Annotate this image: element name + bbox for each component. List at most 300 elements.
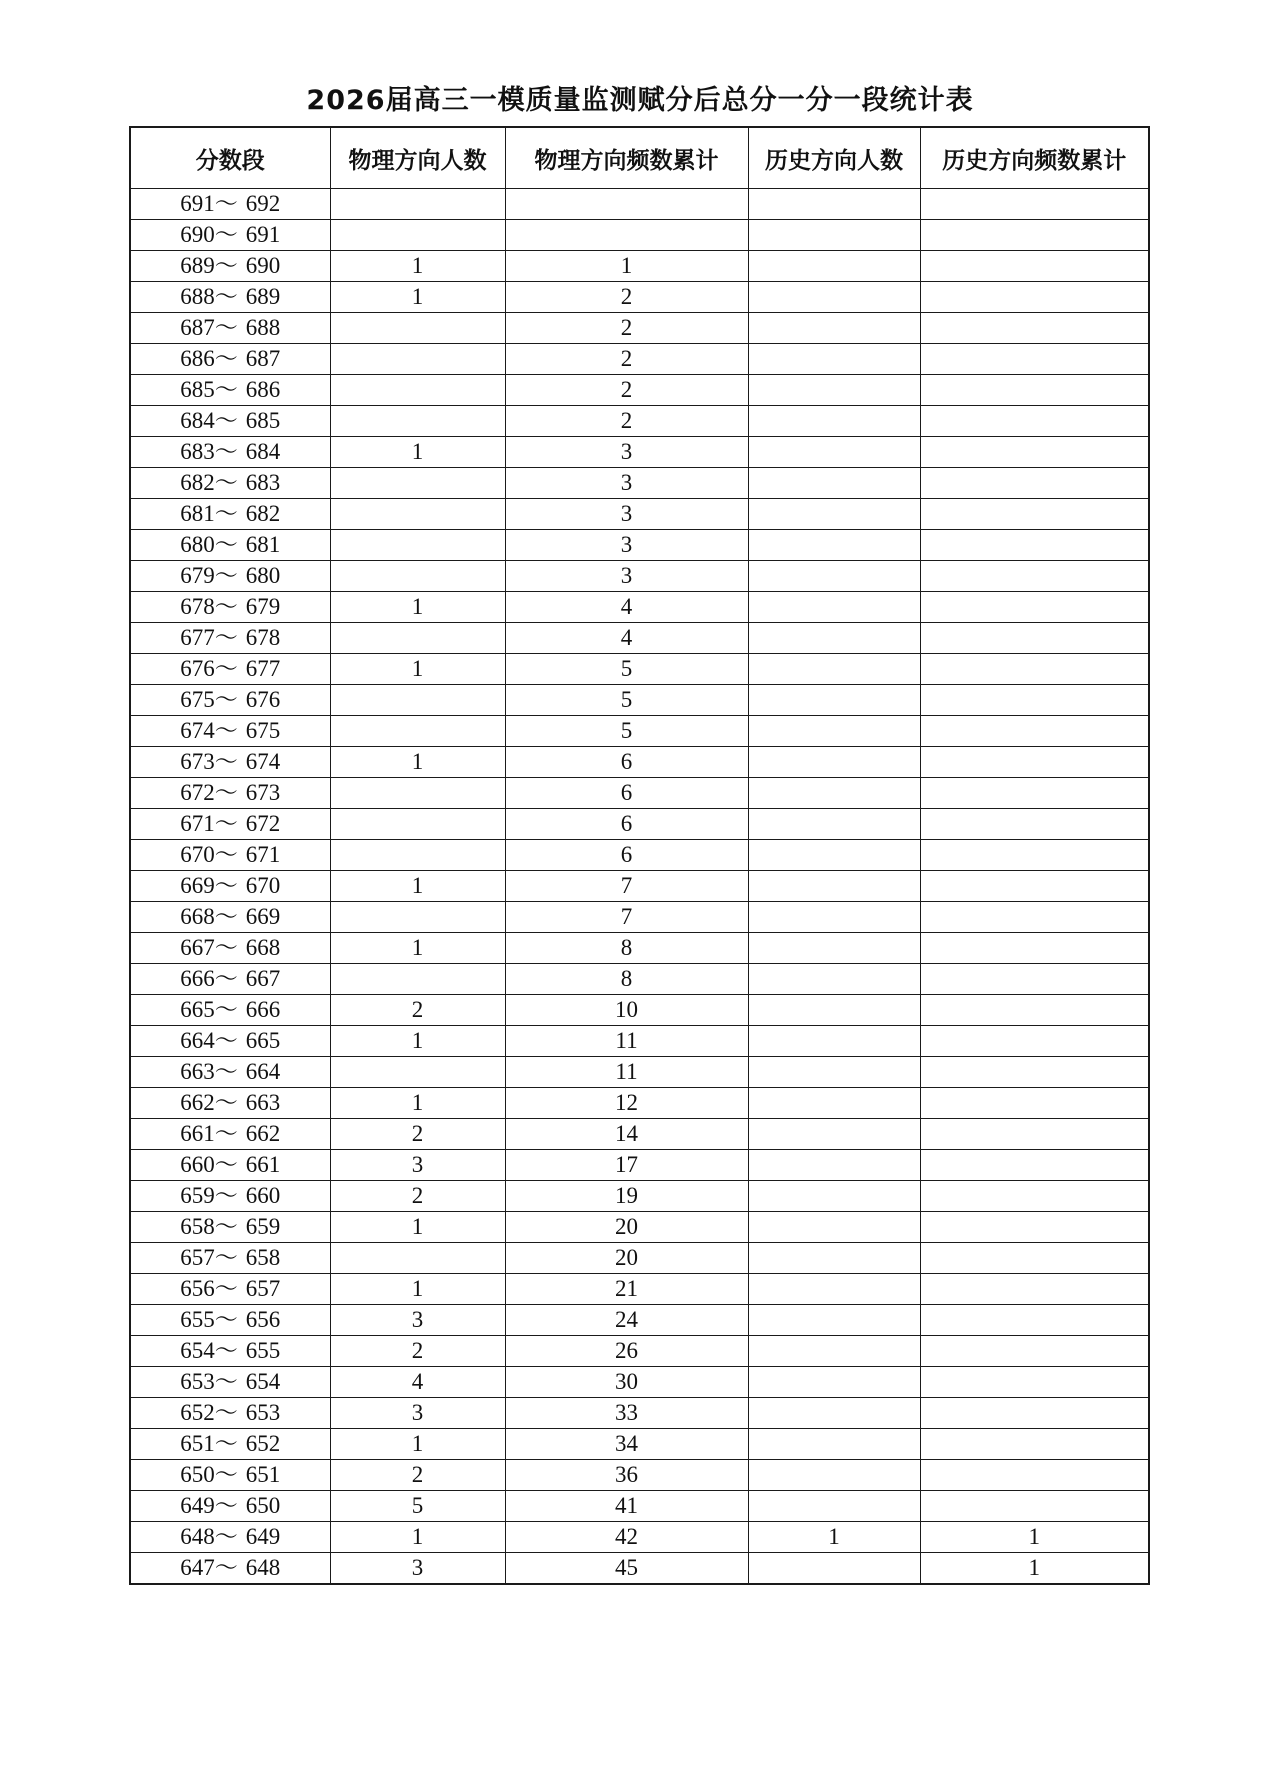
score-range-high: 659 — [245, 1214, 281, 1239]
score-range-high: 665 — [245, 1028, 281, 1053]
physics-cumulative-cell: 8 — [505, 933, 748, 964]
history-cumulative-cell — [920, 1367, 1149, 1398]
table-row — [130, 251, 1149, 282]
table-row — [130, 1212, 1149, 1243]
physics-cumulative-cell: 20 — [505, 1243, 748, 1274]
history-cumulative-cell — [920, 1491, 1149, 1522]
score-range-low: 678 — [180, 594, 215, 619]
score-range-high: 658 — [245, 1245, 281, 1270]
physics-cumulative-cell: 26 — [505, 1336, 748, 1367]
history-count-cell — [748, 1460, 920, 1491]
column-header-score-range: 分数段 — [130, 127, 330, 189]
score-range-separator: ～ — [214, 873, 238, 898]
history-cumulative-cell — [920, 251, 1149, 282]
score-range-low: 662 — [180, 1090, 215, 1115]
score-range-low: 660 — [180, 1152, 215, 1177]
score-range-low: 687 — [180, 315, 215, 340]
score-range-low: 669 — [180, 873, 215, 898]
score-range-separator: ～ — [214, 470, 238, 495]
score-range-cell — [130, 902, 330, 933]
table-row — [130, 437, 1149, 468]
score-range-high: 672 — [245, 811, 281, 836]
score-range-cell — [130, 1522, 330, 1553]
physics-cumulative-cell: 14 — [505, 1119, 748, 1150]
physics-cumulative-cell: 5 — [505, 716, 748, 747]
score-range-cell — [130, 592, 330, 623]
table-row — [130, 654, 1149, 685]
score-range-separator: ～ — [214, 346, 238, 371]
history-cumulative-cell — [920, 685, 1149, 716]
score-range-cell — [130, 561, 330, 592]
score-range-separator: ～ — [214, 315, 238, 340]
score-range-low: 677 — [180, 625, 215, 650]
score-range-high: 670 — [245, 873, 281, 898]
history-cumulative-cell — [920, 995, 1149, 1026]
table-row — [130, 1398, 1149, 1429]
physics-count-cell — [330, 375, 505, 406]
table-row — [130, 623, 1149, 654]
history-count-cell — [748, 1243, 920, 1274]
score-range-cell — [130, 530, 330, 561]
score-range-cell — [130, 1367, 330, 1398]
physics-cumulative-cell: 34 — [505, 1429, 748, 1460]
score-range-cell — [130, 437, 330, 468]
column-header-physics-count: 物理方向人数 — [330, 127, 505, 189]
history-count-cell — [748, 592, 920, 623]
history-cumulative-cell — [920, 902, 1149, 933]
physics-count-cell: 1 — [330, 747, 505, 778]
physics-count-cell: 1 — [330, 871, 505, 902]
physics-cumulative-cell — [505, 220, 748, 251]
history-count-cell — [748, 1212, 920, 1243]
score-range-separator: ～ — [214, 439, 238, 464]
score-range-cell — [130, 220, 330, 251]
physics-count-cell — [330, 1243, 505, 1274]
score-range-separator: ～ — [214, 1400, 238, 1425]
history-cumulative-cell: 1 — [920, 1553, 1149, 1585]
table-row — [130, 1336, 1149, 1367]
score-range-separator: ～ — [214, 625, 238, 650]
score-range-cell — [130, 251, 330, 282]
history-cumulative-cell — [920, 530, 1149, 561]
score-range-cell — [130, 1429, 330, 1460]
score-range-separator: ～ — [214, 1462, 238, 1487]
history-cumulative-cell — [920, 716, 1149, 747]
table-row — [130, 468, 1149, 499]
history-count-cell — [748, 251, 920, 282]
score-range-high: 687 — [245, 346, 281, 371]
history-count-cell — [748, 685, 920, 716]
physics-cumulative-cell: 2 — [505, 282, 748, 313]
history-cumulative-cell — [920, 313, 1149, 344]
score-range-low: 674 — [180, 718, 215, 743]
history-cumulative-cell — [920, 437, 1149, 468]
score-range-low: 672 — [180, 780, 215, 805]
score-range-cell — [130, 871, 330, 902]
history-cumulative-cell — [920, 1398, 1149, 1429]
score-range-low: 659 — [180, 1183, 215, 1208]
physics-cumulative-cell: 3 — [505, 561, 748, 592]
history-cumulative-cell — [920, 561, 1149, 592]
score-range-separator: ～ — [214, 253, 238, 278]
table-row — [130, 1088, 1149, 1119]
score-range-high: 648 — [245, 1555, 281, 1580]
history-count-cell — [748, 933, 920, 964]
table-header-row — [130, 127, 1149, 189]
score-range-cell — [130, 1460, 330, 1491]
score-range-separator: ～ — [214, 749, 238, 774]
score-range-high: 678 — [245, 625, 281, 650]
score-range-high: 682 — [245, 501, 281, 526]
physics-count-cell: 1 — [330, 437, 505, 468]
table-row — [130, 561, 1149, 592]
score-range-separator: ～ — [214, 1245, 238, 1270]
history-cumulative-cell — [920, 1119, 1149, 1150]
physics-count-cell — [330, 344, 505, 375]
physics-cumulative-cell: 2 — [505, 375, 748, 406]
score-range-low: 684 — [180, 408, 215, 433]
history-count-cell — [748, 778, 920, 809]
history-count-cell — [748, 654, 920, 685]
history-count-cell — [748, 716, 920, 747]
score-range-cell — [130, 344, 330, 375]
history-cumulative-cell — [920, 344, 1149, 375]
score-range-high: 668 — [245, 935, 281, 960]
physics-count-cell: 3 — [330, 1553, 505, 1585]
score-range-separator: ～ — [214, 966, 238, 991]
score-range-low: 663 — [180, 1059, 215, 1084]
score-range-high: 676 — [245, 687, 281, 712]
history-cumulative-cell — [920, 1057, 1149, 1088]
score-range-cell — [130, 1026, 330, 1057]
history-cumulative-cell — [920, 933, 1149, 964]
physics-count-cell: 1 — [330, 933, 505, 964]
physics-cumulative-cell: 6 — [505, 778, 748, 809]
score-range-low: 651 — [180, 1431, 215, 1456]
score-range-low: 654 — [180, 1338, 215, 1363]
score-range-high: 666 — [245, 997, 281, 1022]
history-count-cell — [748, 1088, 920, 1119]
score-range-separator: ～ — [214, 1431, 238, 1456]
history-cumulative-cell — [920, 747, 1149, 778]
score-range-low: 647 — [180, 1555, 215, 1580]
history-count-cell — [748, 468, 920, 499]
score-range-separator: ～ — [214, 1214, 238, 1239]
score-range-separator: ～ — [214, 501, 238, 526]
physics-count-cell — [330, 1057, 505, 1088]
physics-cumulative-cell: 2 — [505, 313, 748, 344]
score-range-low: 650 — [180, 1462, 215, 1487]
score-range-separator: ～ — [214, 1059, 238, 1084]
history-count-cell — [748, 1305, 920, 1336]
table-row — [130, 964, 1149, 995]
table-row — [130, 530, 1149, 561]
score-range-cell — [130, 468, 330, 499]
physics-count-cell — [330, 313, 505, 344]
history-cumulative-cell — [920, 654, 1149, 685]
history-count-cell — [748, 1491, 920, 1522]
score-range-separator: ～ — [214, 1307, 238, 1332]
history-count-cell — [748, 282, 920, 313]
score-range-separator: ～ — [214, 1555, 238, 1580]
score-range-cell — [130, 716, 330, 747]
table-row — [130, 375, 1149, 406]
table-row — [130, 1460, 1149, 1491]
physics-cumulative-cell: 10 — [505, 995, 748, 1026]
physics-cumulative-cell: 2 — [505, 344, 748, 375]
score-range-cell — [130, 189, 330, 220]
history-count-cell — [748, 1553, 920, 1585]
table-row — [130, 995, 1149, 1026]
table-row — [130, 747, 1149, 778]
physics-count-cell — [330, 561, 505, 592]
history-cumulative-cell — [920, 1274, 1149, 1305]
score-range-high: 650 — [245, 1493, 281, 1518]
score-range-high: 681 — [245, 532, 281, 557]
table-row — [130, 344, 1149, 375]
score-range-separator: ～ — [214, 1090, 238, 1115]
physics-cumulative-cell: 42 — [505, 1522, 748, 1553]
physics-count-cell: 1 — [330, 1026, 505, 1057]
history-count-cell — [748, 871, 920, 902]
table-row — [130, 220, 1149, 251]
score-range-low: 686 — [180, 346, 215, 371]
score-range-cell — [130, 1243, 330, 1274]
history-cumulative-cell — [920, 592, 1149, 623]
score-range-high: 685 — [245, 408, 281, 433]
table-row — [130, 902, 1149, 933]
physics-count-cell: 2 — [330, 1336, 505, 1367]
score-range-cell — [130, 1119, 330, 1150]
history-cumulative-cell — [920, 778, 1149, 809]
score-range-high: 688 — [245, 315, 281, 340]
score-range-cell — [130, 1274, 330, 1305]
physics-cumulative-cell: 17 — [505, 1150, 748, 1181]
score-range-separator: ～ — [214, 222, 238, 247]
score-range-high: 686 — [245, 377, 281, 402]
history-count-cell: 1 — [748, 1522, 920, 1553]
score-range-low: 683 — [180, 439, 215, 464]
physics-count-cell: 5 — [330, 1491, 505, 1522]
physics-cumulative-cell: 4 — [505, 623, 748, 654]
history-count-cell — [748, 623, 920, 654]
history-cumulative-cell — [920, 1088, 1149, 1119]
score-range-high: 661 — [245, 1152, 281, 1177]
history-count-cell — [748, 902, 920, 933]
table-row — [130, 840, 1149, 871]
physics-count-cell: 2 — [330, 995, 505, 1026]
history-count-cell — [748, 995, 920, 1026]
physics-cumulative-cell: 5 — [505, 654, 748, 685]
physics-count-cell: 1 — [330, 1212, 505, 1243]
score-range-low: 680 — [180, 532, 215, 557]
score-range-separator: ～ — [214, 842, 238, 867]
table-row — [130, 1243, 1149, 1274]
score-range-cell — [130, 406, 330, 437]
physics-cumulative-cell: 7 — [505, 902, 748, 933]
score-range-high: 683 — [245, 470, 281, 495]
history-cumulative-cell — [920, 468, 1149, 499]
score-range-cell — [130, 747, 330, 778]
history-count-cell — [748, 375, 920, 406]
score-range-separator: ～ — [214, 1276, 238, 1301]
score-range-separator: ～ — [214, 1493, 238, 1518]
table-row — [130, 1429, 1149, 1460]
score-range-separator: ～ — [214, 191, 238, 216]
history-count-cell — [748, 1150, 920, 1181]
table-row — [130, 1305, 1149, 1336]
physics-count-cell: 2 — [330, 1119, 505, 1150]
physics-count-cell — [330, 716, 505, 747]
physics-count-cell — [330, 778, 505, 809]
score-range-high: 664 — [245, 1059, 281, 1084]
physics-count-cell: 1 — [330, 1522, 505, 1553]
history-cumulative-cell — [920, 809, 1149, 840]
history-count-cell — [748, 1026, 920, 1057]
physics-count-cell — [330, 685, 505, 716]
history-cumulative-cell — [920, 375, 1149, 406]
score-range-low: 661 — [180, 1121, 215, 1146]
score-range-low: 652 — [180, 1400, 215, 1425]
score-range-separator: ～ — [214, 284, 238, 309]
score-range-separator: ～ — [214, 904, 238, 929]
history-count-cell — [748, 840, 920, 871]
score-range-separator: ～ — [214, 997, 238, 1022]
score-range-low: 679 — [180, 563, 215, 588]
physics-count-cell — [330, 468, 505, 499]
column-header-history-cumulative: 历史方向频数累计 — [920, 127, 1149, 189]
history-count-cell — [748, 1119, 920, 1150]
physics-cumulative-cell: 1 — [505, 251, 748, 282]
score-distribution-table — [129, 126, 1150, 1585]
physics-count-cell — [330, 964, 505, 995]
history-cumulative-cell — [920, 964, 1149, 995]
history-cumulative-cell — [920, 623, 1149, 654]
history-count-cell — [748, 747, 920, 778]
column-header-physics-cumulative: 物理方向频数累计 — [505, 127, 748, 189]
physics-cumulative-cell: 19 — [505, 1181, 748, 1212]
column-header-history-count: 历史方向人数 — [748, 127, 920, 189]
physics-cumulative-cell — [505, 189, 748, 220]
score-range-high: 684 — [245, 439, 281, 464]
table-row — [130, 1057, 1149, 1088]
score-range-cell — [130, 1057, 330, 1088]
score-range-low: 655 — [180, 1307, 215, 1332]
physics-count-cell: 3 — [330, 1305, 505, 1336]
score-range-low: 685 — [180, 377, 215, 402]
physics-count-cell — [330, 840, 505, 871]
score-range-low: 688 — [180, 284, 215, 309]
history-cumulative-cell — [920, 406, 1149, 437]
table-row — [130, 406, 1149, 437]
score-range-low: 656 — [180, 1276, 215, 1301]
history-count-cell — [748, 437, 920, 468]
score-range-cell — [130, 685, 330, 716]
score-range-cell — [130, 809, 330, 840]
history-cumulative-cell — [920, 1305, 1149, 1336]
history-count-cell — [748, 530, 920, 561]
score-range-cell — [130, 1336, 330, 1367]
physics-count-cell — [330, 530, 505, 561]
score-range-separator: ～ — [214, 656, 238, 681]
history-count-cell — [748, 313, 920, 344]
history-cumulative-cell — [920, 1429, 1149, 1460]
physics-cumulative-cell: 30 — [505, 1367, 748, 1398]
score-range-low: 658 — [180, 1214, 215, 1239]
score-range-high: 653 — [245, 1400, 281, 1425]
physics-count-cell: 3 — [330, 1398, 505, 1429]
score-range-low: 670 — [180, 842, 215, 867]
physics-cumulative-cell: 11 — [505, 1057, 748, 1088]
score-range-separator: ～ — [214, 377, 238, 402]
history-count-cell — [748, 561, 920, 592]
history-count-cell — [748, 1367, 920, 1398]
score-range-cell — [130, 778, 330, 809]
history-count-cell — [748, 1274, 920, 1305]
history-cumulative-cell: 1 — [920, 1522, 1149, 1553]
physics-count-cell: 1 — [330, 1088, 505, 1119]
score-range-separator: ～ — [214, 1524, 238, 1549]
history-cumulative-cell — [920, 840, 1149, 871]
score-range-high: 662 — [245, 1121, 281, 1146]
physics-cumulative-cell: 3 — [505, 499, 748, 530]
score-range-low: 690 — [180, 222, 215, 247]
score-range-cell — [130, 623, 330, 654]
history-cumulative-cell — [920, 1243, 1149, 1274]
physics-count-cell — [330, 220, 505, 251]
table-row — [130, 1150, 1149, 1181]
history-cumulative-cell — [920, 1460, 1149, 1491]
score-range-cell — [130, 1398, 330, 1429]
history-cumulative-cell — [920, 1150, 1149, 1181]
score-range-low: 648 — [180, 1524, 215, 1549]
score-range-low: 667 — [180, 935, 215, 960]
physics-count-cell: 4 — [330, 1367, 505, 1398]
physics-cumulative-cell: 24 — [505, 1305, 748, 1336]
physics-cumulative-cell: 7 — [505, 871, 748, 902]
score-range-separator: ～ — [214, 1369, 238, 1394]
table-row — [130, 592, 1149, 623]
table-row — [130, 189, 1149, 220]
score-range-cell — [130, 1088, 330, 1119]
score-range-high: 679 — [245, 594, 281, 619]
score-range-low: 666 — [180, 966, 215, 991]
score-range-separator: ～ — [214, 935, 238, 960]
score-range-high: 689 — [245, 284, 281, 309]
score-range-low: 664 — [180, 1028, 215, 1053]
score-range-low: 657 — [180, 1245, 215, 1270]
score-range-low: 676 — [180, 656, 215, 681]
history-cumulative-cell — [920, 189, 1149, 220]
score-range-cell — [130, 313, 330, 344]
history-count-cell — [748, 1181, 920, 1212]
score-range-cell — [130, 995, 330, 1026]
physics-cumulative-cell: 11 — [505, 1026, 748, 1057]
score-range-high: 657 — [245, 1276, 281, 1301]
history-count-cell — [748, 406, 920, 437]
physics-cumulative-cell: 6 — [505, 809, 748, 840]
score-range-high: 649 — [245, 1524, 281, 1549]
physics-count-cell: 1 — [330, 1429, 505, 1460]
table-row — [130, 1491, 1149, 1522]
history-count-cell — [748, 1429, 920, 1460]
physics-cumulative-cell: 3 — [505, 530, 748, 561]
history-count-cell — [748, 964, 920, 995]
score-range-separator: ～ — [214, 1121, 238, 1146]
physics-count-cell — [330, 623, 505, 654]
score-range-high: 663 — [245, 1090, 281, 1115]
score-range-low: 689 — [180, 253, 215, 278]
